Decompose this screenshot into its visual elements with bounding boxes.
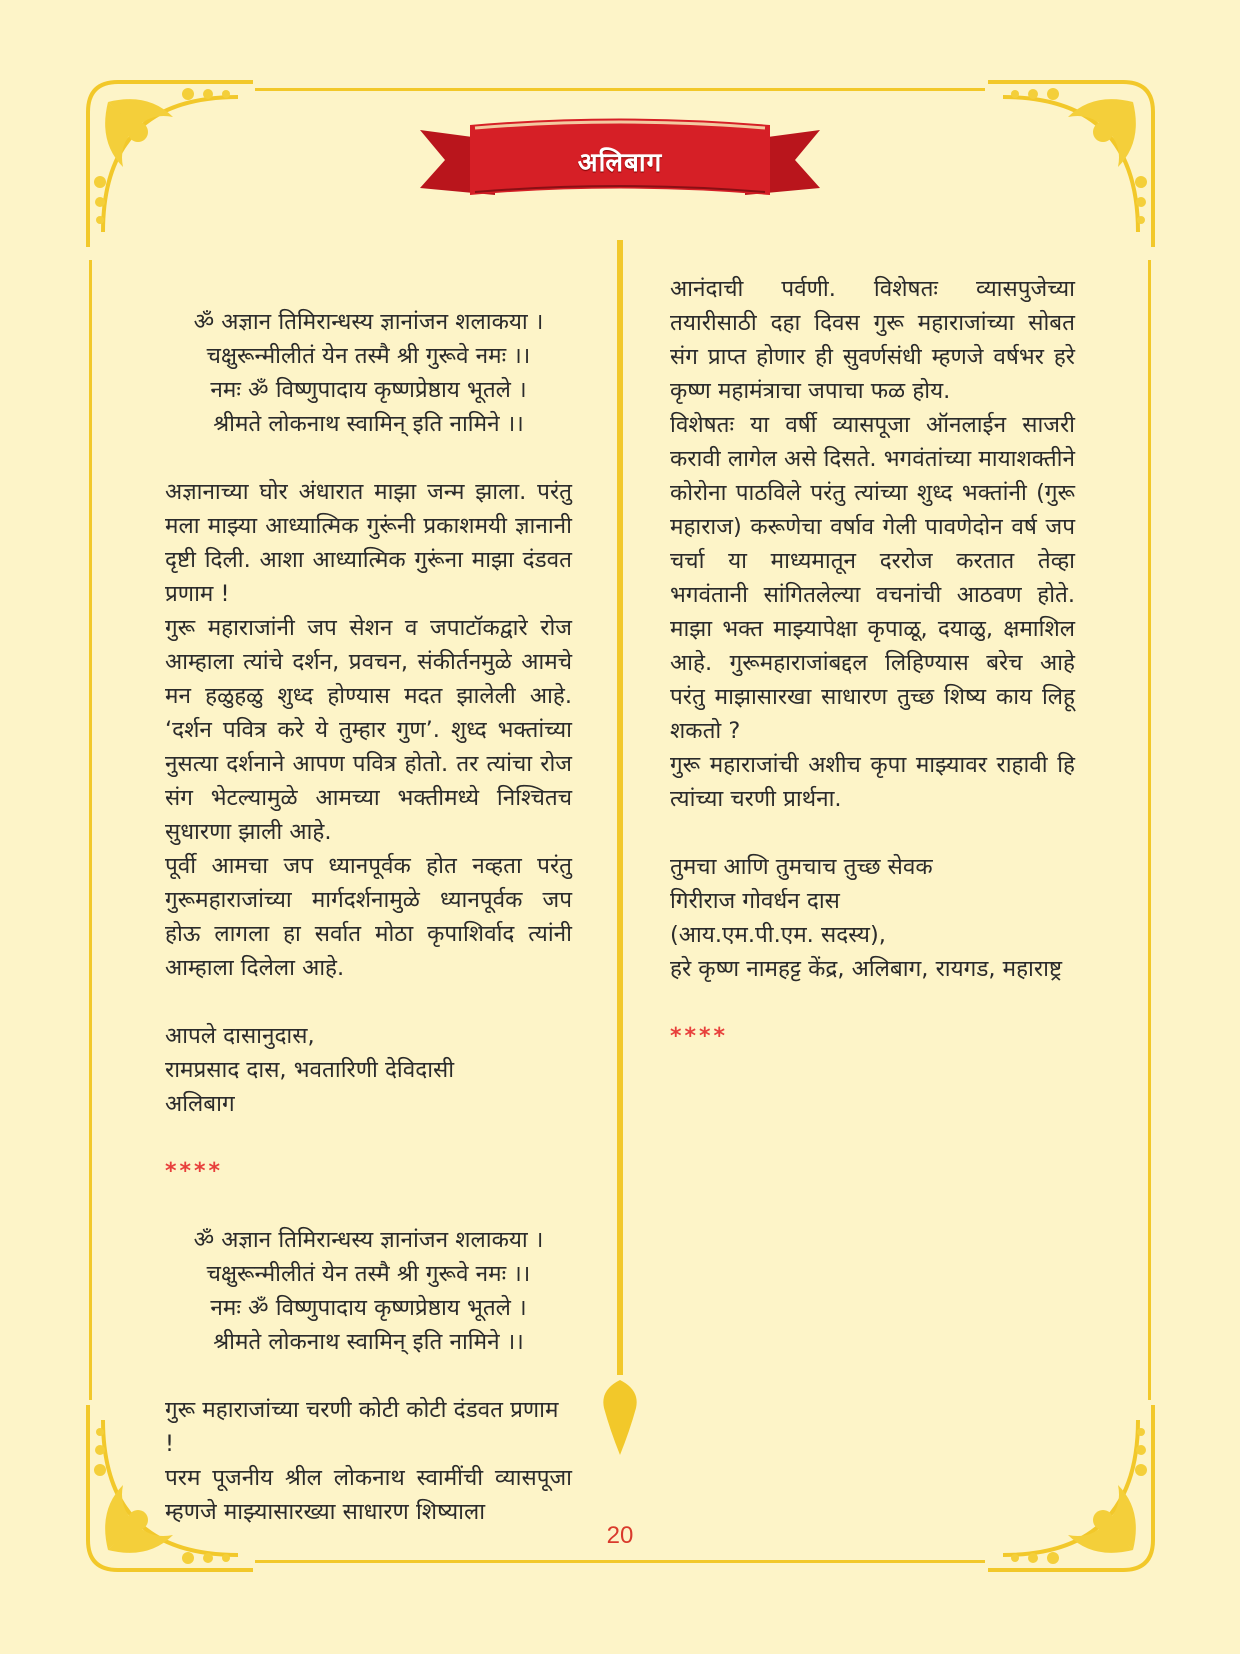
- verse-line: नमः ॐ विष्णुपादाय कृष्णप्रेष्ठाय भूतले ।: [210, 377, 527, 403]
- right-column: [670, 272, 1075, 1054]
- verse-line: चक्षुरून्मीलीतं येन तस्मै श्री गुरूवे नमः ।।: [206, 343, 531, 369]
- floral-corner-ornament-icon: [78, 72, 263, 257]
- frame-bottom-line: [255, 1560, 985, 1563]
- paragraph: विशेषतः या वर्षी व्यासपूजा ऑनलाईन साजरी करावी लागेल असे दिसते. भगवंतांच्या मायाशक्तीने कोरोना पाठविले परंतु त्यांच्या शुध्द भक्तांनी (गुरू महाराज) करूणेचा वर्षाव गेली पावणेदोन वर्ष जप चर्चा या माध्यमातून दररोज करतात तेव्हा भगवंतानी सांगितलेल्या वचनांची आठवण होते. माझा भक्त माझ्यापेक्षा कृपाळू, दयाळु, क्षमाशिल आहे. गुरूमहाराजांबद्दल लिहिण्यास बरेच आहे परंतु माझासारखा साधारण तुच्छ शिष्य काय लिहू शकतो ?: [670, 412, 1075, 744]
- verse-line: नमः ॐ विष्णुपादाय कृष्णप्रेष्ठाय भूतले ।: [210, 1295, 527, 1321]
- frame-top-line: [255, 88, 985, 91]
- signoff-line: अलिबाग: [165, 1091, 235, 1117]
- paragraph: पूर्वी आमचा जप ध्यानपूर्वक होत नव्हता परंतु गुरूमहाराजांच्या मार्गदर्शनामुळे ध्यानपूर्वक जप होऊ लागला हा सर्वात मोठा कृपाशिर्वाद त्यांनी आम्हाला दिलेला आहे.: [165, 853, 572, 981]
- paragraph: अज्ञानाच्या घोर अंधारात माझा जन्म झाला. परंतु मला माझ्या आध्यात्मिक गुरूंनी प्रकाशमयी ज्ञानानी दृष्टी दिली. आशा आध्यात्मिक गुरूंना माझा दंडवत प्रणाम !: [165, 479, 572, 607]
- page-title: अलिबाग: [577, 148, 663, 178]
- vertical-divider-with-drop-tip-icon: [596, 240, 644, 1460]
- frame-left-line: [89, 260, 92, 1400]
- floral-corner-ornament-icon: [978, 72, 1163, 257]
- verse-line: ॐ अज्ञान तिमिरान्धस्य ज्ञानांजन शलाकया ।: [193, 309, 544, 335]
- section-separator-stars: ****: [165, 1159, 224, 1184]
- paragraph: गुरू महाराजांची अशीच कृपा माझ्यावर राहावी हि त्यांच्या चरणी प्रार्थना.: [670, 752, 1075, 812]
- section-separator-stars: ****: [670, 1024, 729, 1049]
- signoff-line: आपले दासानुदास,: [165, 1023, 315, 1049]
- signoff-line: गिरीराज गोवर्धन दास: [670, 888, 840, 914]
- frame-right-line: [1148, 260, 1151, 1400]
- floral-corner-ornament-icon: [978, 1395, 1163, 1580]
- verse-line: श्रीमते लोकनाथ स्वामिन् इति नामिने ।।: [213, 1329, 524, 1355]
- paragraph: गुरू महाराजांनी जप सेशन व जपाटॉकद्वारे रोज आम्हाला त्यांचे दर्शन, प्रवचन, संकीर्तनमुळे आमचे मन हळुहळु शुध्द होण्यास मदत झालेली आहे. ‘दर्शन पवित्र करे ये तुम्हार गुण’. शुध्द भक्तांच्या नुसत्या दर्शनाने आपण पवित्र होतो. तर त्यांचा रोज संग भेटल्यामुळे आमच्या भक्तीमध्ये निश्चितच सुधारणा झाली आहे.: [165, 615, 572, 845]
- signoff-line: हरे कृष्ण नामहट्ट केंद्र, अलिबाग, रायगड, महाराष्ट्र: [670, 956, 1063, 982]
- paragraph: गुरू महाराजांच्या चरणी कोटी कोटी दंडवत प्रणाम !: [165, 1397, 559, 1457]
- signoff-line: (आय.एम.पी.एम. सदस्य),: [670, 922, 886, 948]
- paragraph: आनंदाची पर्वणी. विशेषतः व्यासपुजेच्या तयारीसाठी दहा दिवस गुरू महाराजांच्या सोबत संग प्राप्त होणार ही सुवर्णसंधी म्हणजे वर्षभर हरे कृष्ण महामंत्राचा जपाचा फळ होय.: [670, 276, 1075, 404]
- verse-line: चक्षुरून्मीलीतं येन तस्मै श्री गुरूवे नमः ।।: [206, 1261, 531, 1287]
- left-column: [165, 305, 572, 1529]
- verse-line: ॐ अज्ञान तिमिरान्धस्य ज्ञानांजन शलाकया ।: [193, 1227, 544, 1253]
- page-number: 20: [606, 1522, 634, 1549]
- verse-line: श्रीमते लोकनाथ स्वामिन् इति नामिने ।।: [213, 411, 524, 437]
- paragraph: परम पूजनीय श्रील लोकनाथ स्वामींची व्यासपूजा म्हणजे माझ्यासारख्या साधारण शिष्याला: [165, 1465, 572, 1525]
- signoff-line: रामप्रसाद दास, भवतारिणी देविदासी: [165, 1057, 455, 1083]
- signoff-line: तुमचा आणि तुमचाच तुच्छ सेवक: [670, 854, 933, 880]
